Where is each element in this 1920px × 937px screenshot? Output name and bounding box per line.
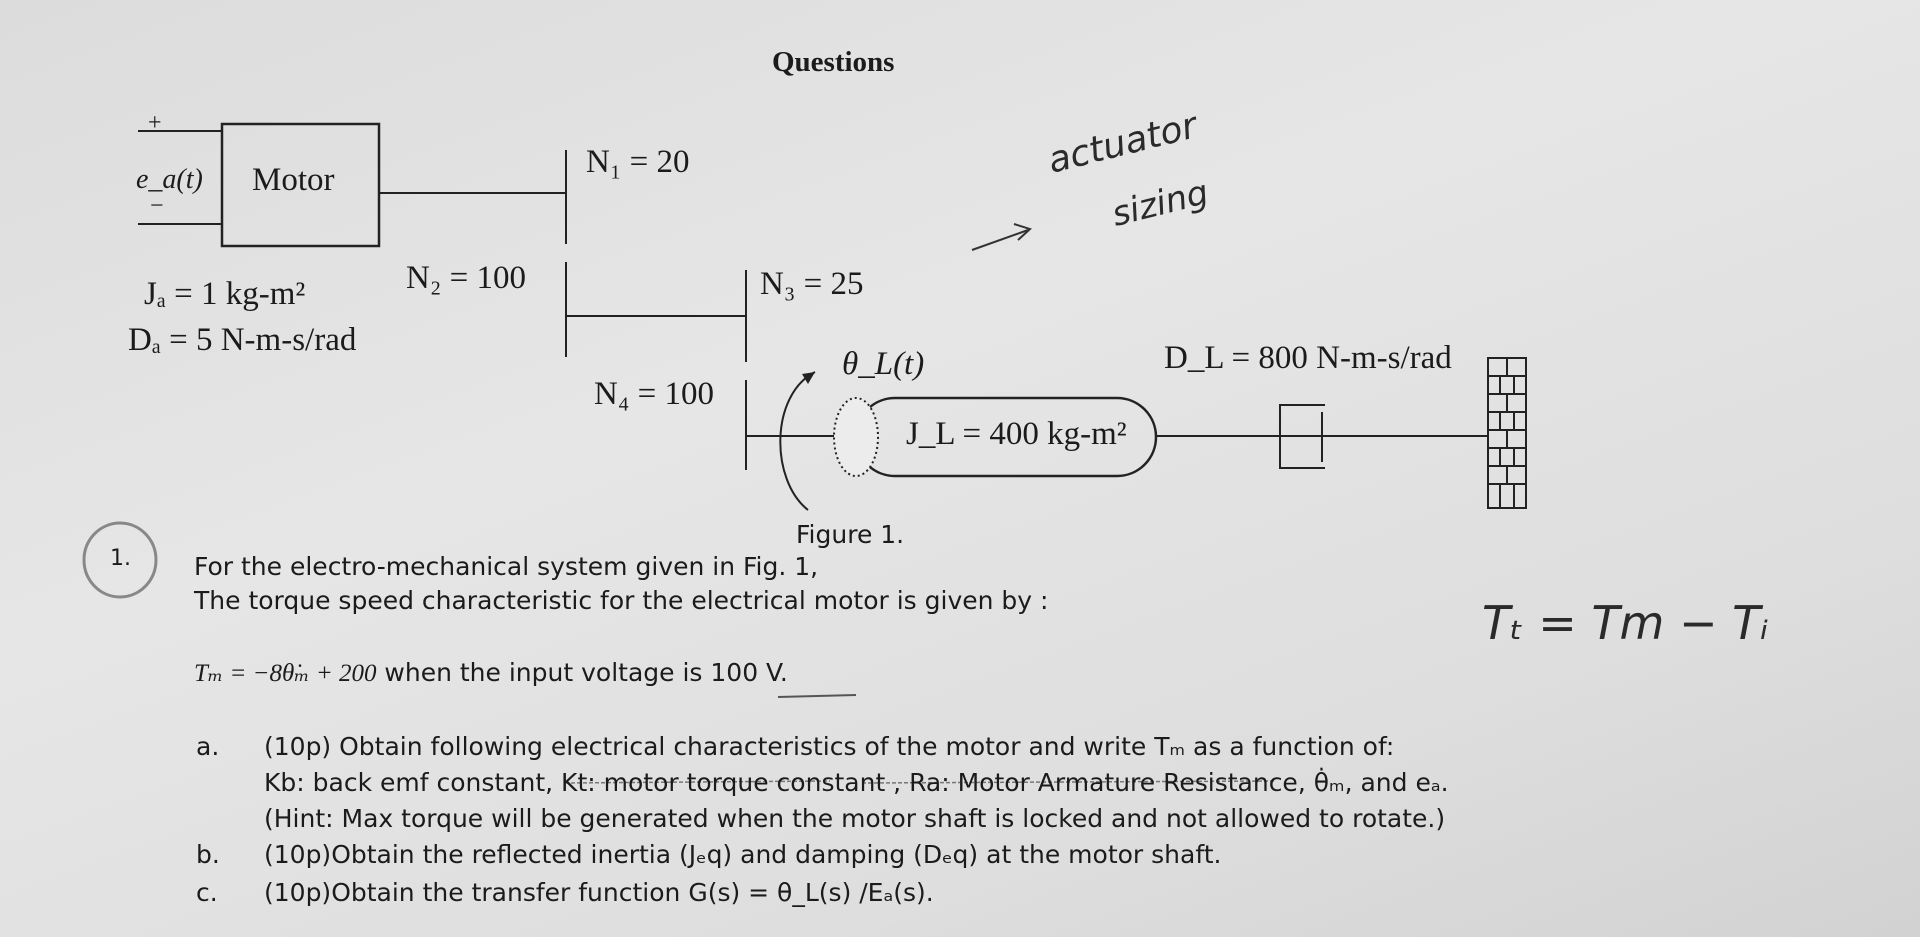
voltage-underline [778, 695, 856, 697]
equation-expression: Tₘ = −8θ̇ₘ + 200 [194, 660, 377, 687]
gear-n1-label: N₁ = 20 [586, 144, 690, 180]
note-torque-equation: Tₜ = Tm − Tᵢ [1482, 596, 1769, 650]
question-line-2: The torque speed characteristic for the electrical motor is given by : [194, 586, 1049, 615]
question-number: 1. [110, 546, 131, 571]
item-a-line-1: (10p) Obtain following electrical characteristics of the motor and write Tₘ as a function of: [264, 732, 1395, 761]
note-actuator: actuator [1044, 105, 1202, 182]
rotation-arrow [780, 372, 815, 510]
gear-n3-label: N₃ = 25 [760, 266, 864, 302]
figure-caption: Figure 1. [796, 520, 905, 549]
load-angle-label: θ_L(t) [842, 346, 925, 382]
item-a-label: a. [196, 732, 220, 761]
gear-n2-label: N₂ = 100 [406, 260, 526, 296]
motor-damping-label: Dₐ = 5 N-m-s/rad [128, 322, 357, 358]
input-voltage-value: 100 V. [710, 658, 788, 687]
input-plus: + [148, 110, 162, 136]
item-a-line-2: Kb: back emf constant, Kt: motor torque constant , Ra: Motor Armature Resistance, θ̇ₘ, and eₐ. [264, 768, 1449, 797]
load-inertia-label: J_L = 400 kg-m² [906, 416, 1127, 452]
question-line-1: For the electro-mechanical system given in Fig. 1, [194, 552, 819, 581]
motor-label: Motor [252, 162, 335, 198]
page-heading: Questions [772, 46, 895, 78]
gear-n4-label: N₄ = 100 [594, 376, 714, 412]
item-b-line-1: (10p)Obtain the reflected inertia (Jₑq) and damping (Dₑq) at the motor shaft. [264, 840, 1222, 869]
item-c-line-1: (10p)Obtain the transfer function G(s) = θ_L(s) /Eₐ(s). [264, 878, 934, 907]
load-cylinder-end [834, 398, 878, 476]
item-a-line-3: (Hint: Max torque will be generated when the motor shaft is locked and not allowed to rotate.) [264, 804, 1446, 833]
note-sizing: sizing [1108, 172, 1213, 235]
load-damping-label: D_L = 800 N-m-s/rad [1164, 340, 1452, 376]
input-minus: − [150, 193, 164, 219]
torque-speed-equation [194, 658, 788, 688]
rotation-arrowhead [802, 372, 815, 384]
equation-tail: when the input voltage is [376, 658, 711, 687]
motor-inertia-label: Jₐ = 1 kg-m² [144, 276, 306, 312]
item-b-label: b. [196, 840, 220, 869]
item-c-label: c. [196, 878, 218, 907]
hand-arrow [972, 230, 1028, 250]
wall [1488, 358, 1526, 508]
input-voltage-label: e_a(t) [136, 164, 203, 195]
